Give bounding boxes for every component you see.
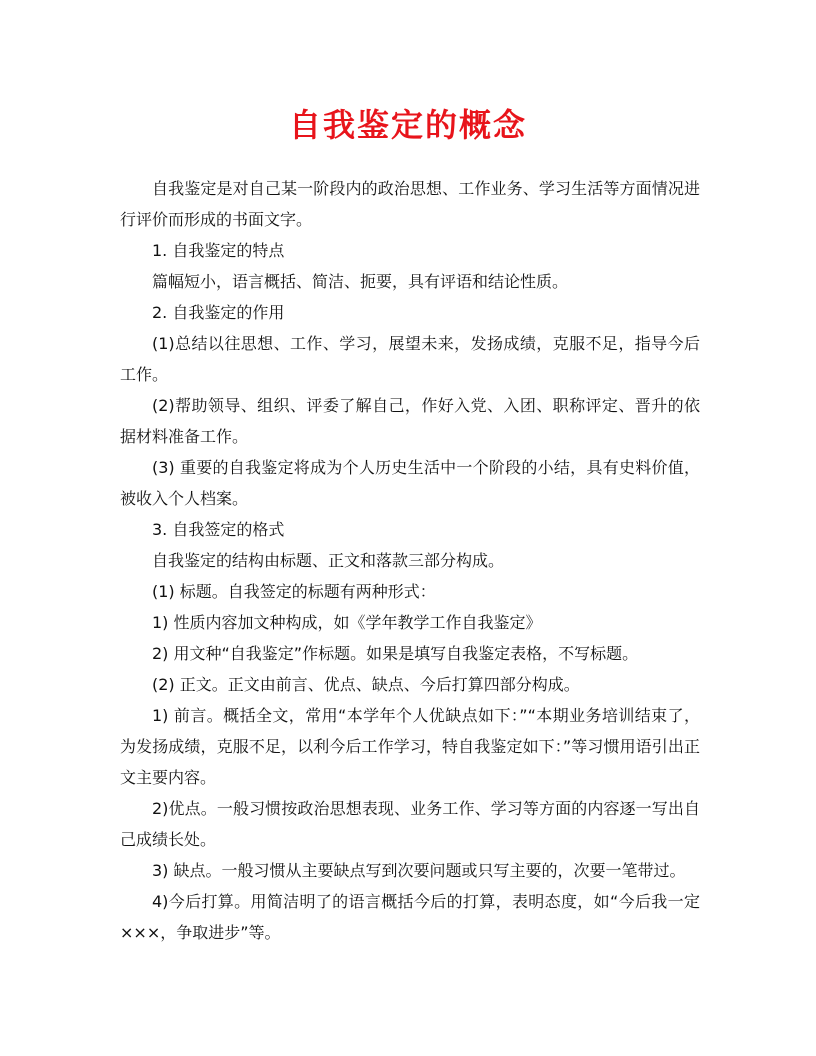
paragraph-future-plans: 4)今后打算。用简洁明了的语言概括今后的打算，表明态度，如“今后我一定×××，争取进步”等。	[120, 892, 700, 942]
heading-features: 1. 自我鉴定的特点	[152, 241, 285, 260]
document-body	[120, 173, 700, 948]
paragraph-title-form-1: 1) 性质内容加文种构成，如《学年教学工作自我鉴定》	[152, 613, 542, 632]
heading-functions: 2. 自我鉴定的作用	[152, 303, 285, 322]
document-title: 自我鉴定的概念	[288, 106, 527, 144]
paragraph-body-section: (2) 正文。正文由前言、优点、缺点、今后打算四部分构成。	[152, 675, 580, 694]
paragraph-strengths: 2)优点。一般习惯按政治思想表现、业务工作、学习等方面的内容逐一写出自己成绩长处。	[120, 799, 700, 849]
paragraph-structure: 自我鉴定的结构由标题、正文和落款三部分构成。	[152, 551, 505, 570]
paragraph-preface: 1) 前言。概括全文，常用“本学年个人优缺点如下：”“本期业务培训结束了，为发扬成绩，克服不足，以利今后工作学习，特自我鉴定如下：”等习惯用语引出正文主要内容。	[120, 706, 700, 787]
paragraph-weaknesses: 3) 缺点。一般习惯从主要缺点写到次要问题或只写主要的，次要一笔带过。	[152, 861, 686, 880]
paragraph-function-2: (2)帮助领导、组织、评委了解自己，作好入党、入团、职称评定、晋升的依据材料准备工作。	[120, 396, 700, 446]
paragraph-function-3: (3) 重要的自我鉴定将成为个人历史生活中一个阶段的小结，具有史料价值，被收入个人档案。	[120, 458, 700, 508]
paragraph-title-form-2: 2) 用文种“自我鉴定”作标题。如果是填写自我鉴定表格，不写标题。	[152, 644, 639, 663]
paragraph-function-1: (1)总结以往思想、工作、学习，展望未来，发扬成绩，克服不足，指导今后工作。	[120, 334, 700, 384]
paragraph-features: 篇幅短小，语言概括、简洁、扼要，具有评语和结论性质。	[152, 272, 569, 291]
heading-format: 3. 自我签定的格式	[152, 520, 285, 539]
paragraph-title-section: (1) 标题。自我签定的标题有两种形式：	[152, 582, 436, 601]
paragraph-intro: 自我鉴定是对自己某一阶段内的政治思想、工作业务、学习生活等方面情况进行评价而形成的书面文字。	[120, 179, 700, 229]
